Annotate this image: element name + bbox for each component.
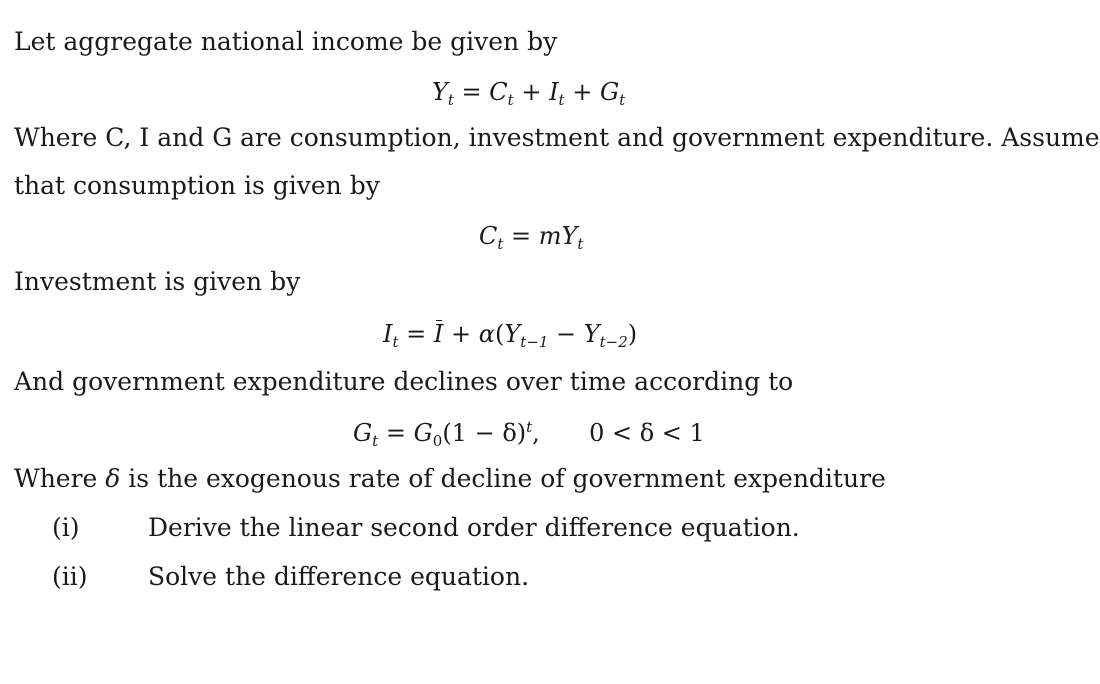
eq4-g0: G bbox=[413, 419, 433, 447]
eq1-term-c-sub: t bbox=[507, 91, 514, 109]
eq1-lhs: Y bbox=[432, 78, 448, 106]
eq1-term-g-sub: t bbox=[619, 91, 626, 109]
paragraph-investment-intro: Investment is given by bbox=[14, 267, 301, 296]
eq1-plus-1: + bbox=[521, 78, 542, 106]
eq3-alpha: α bbox=[478, 320, 495, 348]
eq2-lhs-sub: t bbox=[497, 235, 504, 253]
eq3-y-lag1-sub: t−1 bbox=[520, 333, 549, 351]
item-text-1: Derive the linear second order difference equation. bbox=[148, 513, 800, 542]
eq1-term-g: G bbox=[599, 78, 620, 106]
eq3-autonomous-investment: I bbox=[433, 320, 444, 348]
eq3-lhs-sub: t bbox=[392, 333, 399, 351]
eq1-term-i: I bbox=[549, 78, 559, 106]
eq4-condition: 0 < δ < 1 bbox=[589, 419, 705, 447]
eq4-exponent: t bbox=[526, 418, 533, 436]
paragraph-definitions: Where C, I and G are consumption, investment and government expenditure. Assume bbox=[14, 123, 1100, 152]
eq3-equals: = bbox=[406, 320, 427, 348]
eq4-lhs: G bbox=[353, 419, 373, 447]
eq2-lhs: C bbox=[479, 222, 498, 250]
eq1-term-c: C bbox=[489, 78, 508, 106]
investment-equation bbox=[383, 318, 637, 350]
eq2-rhs: mY bbox=[538, 222, 578, 250]
eq2-equals: = bbox=[511, 222, 532, 250]
eq1-term-i-sub: t bbox=[558, 91, 565, 109]
eq1-equals: = bbox=[461, 78, 482, 106]
para5-pre: Where bbox=[14, 464, 106, 493]
para5-delta: δ bbox=[105, 464, 121, 493]
item-number-1: (i) bbox=[52, 513, 80, 542]
eq3-y-lag2: Y bbox=[583, 320, 600, 348]
eq1-lhs-sub: t bbox=[447, 91, 454, 109]
eq3-plus: + bbox=[451, 320, 472, 348]
eq3-lhs: I bbox=[383, 320, 393, 348]
eq3-y-lag1: Y bbox=[504, 320, 521, 348]
consumption-equation bbox=[479, 220, 583, 252]
eq4-comma: , bbox=[532, 419, 540, 447]
paragraph-delta-definition bbox=[14, 463, 886, 495]
item-text-2: Solve the difference equation. bbox=[148, 562, 530, 591]
eq2-rhs-sub: t bbox=[577, 235, 584, 253]
eq3-open-paren: ( bbox=[495, 320, 505, 348]
income-identity-equation bbox=[432, 76, 625, 108]
eq4-g0-sub: 0 bbox=[432, 432, 443, 450]
eq4-equals: = bbox=[385, 419, 406, 447]
eq3-y-lag2-sub: t−2 bbox=[599, 333, 628, 351]
eq3-close-paren: ) bbox=[627, 320, 638, 348]
paragraph-consumption-intro: that consumption is given by bbox=[14, 171, 380, 200]
intro-text: Let aggregate national income be given by bbox=[14, 27, 558, 56]
paragraph-government-intro: And government expenditure declines over time according to bbox=[14, 367, 794, 396]
eq4-lhs-sub: t bbox=[372, 432, 379, 450]
item-number-2: (ii) bbox=[52, 562, 88, 591]
para5-post: is the exogenous rate of decline of government expenditure bbox=[120, 464, 886, 493]
eq1-plus-2: + bbox=[572, 78, 593, 106]
eq3-minus: − bbox=[556, 320, 577, 348]
eq4-decay-factor: (1 − δ) bbox=[442, 419, 527, 447]
government-equation bbox=[353, 417, 705, 449]
